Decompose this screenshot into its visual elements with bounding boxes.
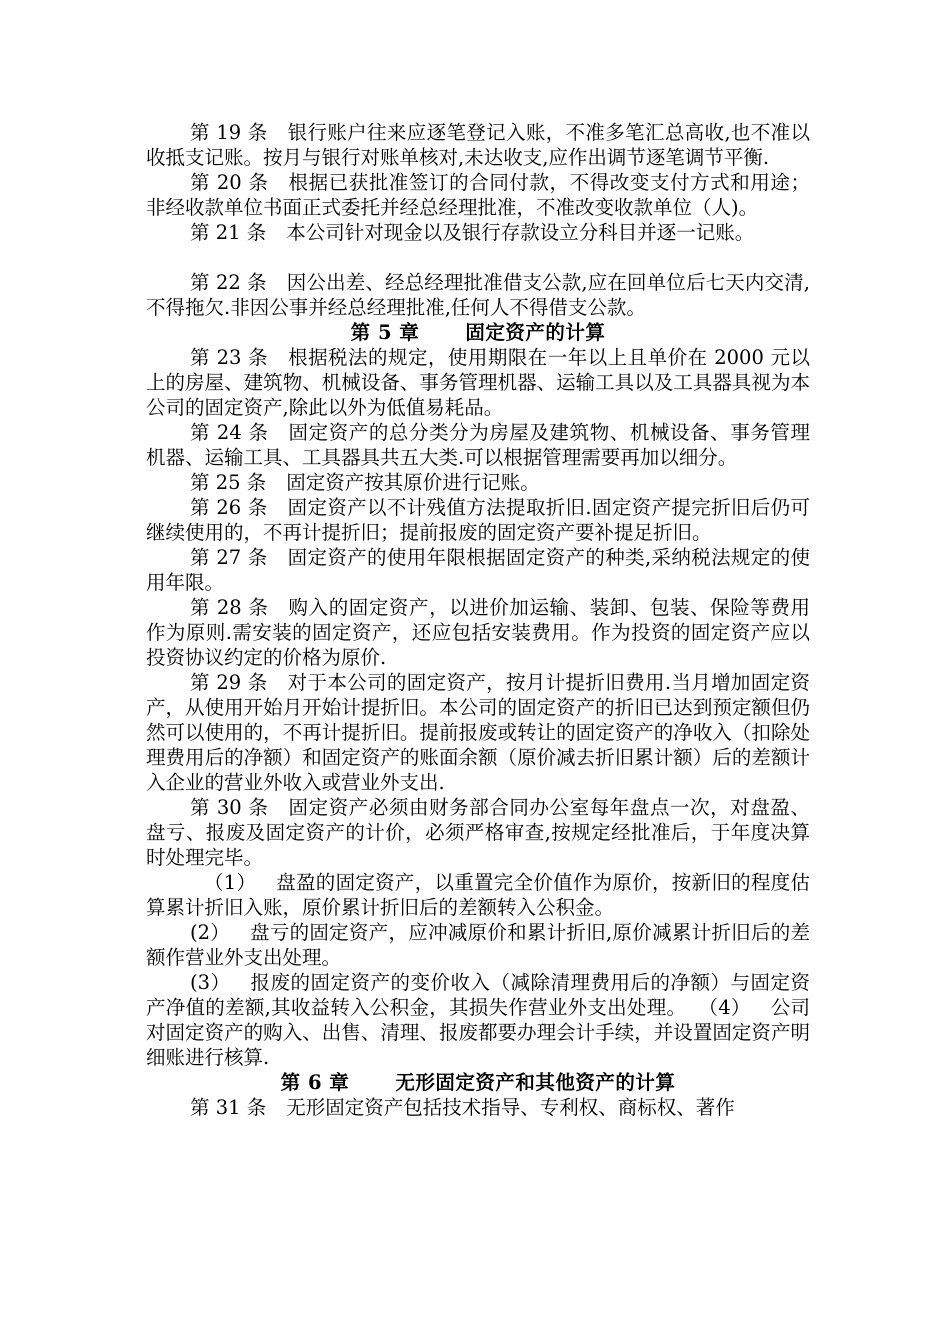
article-number: 第 30 条: [190, 796, 269, 819]
article-number: 第 20 条: [190, 171, 269, 194]
blank-line: [146, 245, 810, 270]
article-number: 第 26 条: [190, 496, 268, 519]
article-text: 固定资产以不计残值方法提取折旧.固定资产提完折旧后仍可继续使用的，不再计提折旧；提前报废的固定资产要补提足折旧。: [146, 496, 810, 544]
sub-item-label: （4）: [708, 996, 751, 1019]
article-text: 本公司针对现金以及银行存款设立分科目并逐一记账。: [286, 221, 755, 244]
article-text: 银行账户往来应逐笔登记入账，不准多笔汇总高收,也不准以收抵支记账。按月与银行对账单核对,未达收支,应作出调节逐笔调节平衡.: [146, 121, 810, 169]
article-number: 第 29 条: [190, 671, 268, 694]
article-30: [146, 795, 810, 870]
article-text: 对于本公司的固定资产，按月计提折旧费用.当月增加固定资产，从使用开始月开始计提折旧。本公司的固定资产的折旧已达到预定额但仍然可以使用的，不再计提折旧。提前报废或转让的固定资产的净收入（扣除处理费用后的净额）和固定资产的账面余额（原价减去折旧累计额）后的差额计入企业的营业外收入或营业外支出.: [146, 671, 810, 794]
sub-item-1: [146, 870, 810, 920]
sub-item-label: （1）: [204, 871, 257, 894]
article-number: 第 28 条: [190, 596, 269, 619]
article-text: 根据已获批准签订的合同付款，不得改变支付方式和用途；非经收款单位书面正式委托并经总经理批准，不准改变收款单位（人)。: [146, 171, 810, 219]
article-text: 固定资产必须由财务部合同办公室每年盘点一次，对盘盈、盘亏、报废及固定资产的计价，必须严格审查,按规定经批准后，于年度决算时处理完毕。: [146, 796, 810, 869]
article-number: 第 25 条: [190, 471, 267, 494]
document-page: [146, 120, 810, 1120]
article-text: 因公出差、经总经理批准借支公款,应在回单位后七天内交清,不得拖欠.非因公事并经总经理批准,任何人不得借支公款。: [146, 271, 810, 319]
article-number: 第 23 条: [190, 346, 269, 369]
sub-item-3: [146, 970, 810, 1070]
article-21: [146, 220, 810, 245]
article-number: 第 19 条: [190, 121, 268, 144]
article-23: [146, 345, 810, 420]
chapter-number: 第 6 章: [280, 1071, 350, 1094]
sub-item-text: 盘亏的固定资产，应冲减原价和累计折旧,原价减累计折旧后的差额作营业外支出处理。: [146, 921, 811, 969]
article-number: 第 22 条: [190, 271, 267, 294]
sub-item-label: (2）: [190, 921, 231, 944]
article-26: [146, 495, 810, 545]
article-number: 第 31 条: [190, 1096, 267, 1119]
article-number: 第 21 条: [190, 221, 267, 244]
chapter-5-heading: [146, 320, 810, 345]
article-text: 固定资产的使用年限根据固定资产的种类,采纳税法规定的使用年限。: [146, 546, 810, 594]
sub-item-text: 报废的固定资产的变价收入（减除清理费用后的净额）与固定资产净值的差额,其收益转入公积金，其损失作营业外支出处理。: [146, 971, 810, 1019]
sub-item-label: (3）: [190, 971, 231, 994]
article-text: 根据税法的规定，使用期限在一年以上且单价在 2000 元以上的房屋、建筑物、机械设备、事务管理机器、运输工具以及工具器具视为本公司的固定资产,除此以外为低值易耗品。: [146, 346, 810, 419]
article-text: 无形固定资产包括技术指导、专利权、商标权、著作: [286, 1096, 735, 1119]
article-text: 固定资产按其原价进行记账。: [286, 471, 540, 494]
article-22: [146, 270, 810, 320]
chapter-6-heading: [146, 1070, 810, 1095]
article-25: [146, 470, 810, 495]
chapter-title: 无形固定资产和其他资产的计算: [395, 1071, 676, 1094]
article-text: 购入的固定资产，以进价加运输、装卸、包装、保险等费用作为原则.需安装的固定资产，还应包括安装费用。作为投资的固定资产应以投资协议约定的价格为原价.: [146, 596, 810, 669]
sub-item-2: [146, 920, 810, 970]
article-number: 第 24 条: [190, 421, 269, 444]
article-28: [146, 595, 810, 670]
article-text: 固定资产的总分类分为房屋及建筑物、机械设备、事务管理机器、运输工具、工具器具共五大类.可以根据管理需要再加以细分。: [146, 421, 810, 469]
article-29: [146, 670, 810, 795]
article-20: [146, 170, 810, 220]
article-24: [146, 420, 810, 470]
sub-item-text: 盘盈的固定资产，以重置完全价值作为原价，按新旧的程度估算累计折旧入账，原价累计折旧后的差额转入公积金。: [146, 871, 810, 919]
sub-item-text: 公司对固定资产的购入、出售、清理、报废都要办理会计手续，并设置固定资产明细账进行核算.: [146, 996, 810, 1069]
article-31: [146, 1095, 810, 1120]
chapter-title: 固定资产的计算: [465, 321, 606, 344]
article-19: [146, 120, 810, 170]
chapter-number: 第 5 章: [350, 321, 420, 344]
article-number: 第 27 条: [190, 546, 268, 569]
article-27: [146, 545, 810, 595]
